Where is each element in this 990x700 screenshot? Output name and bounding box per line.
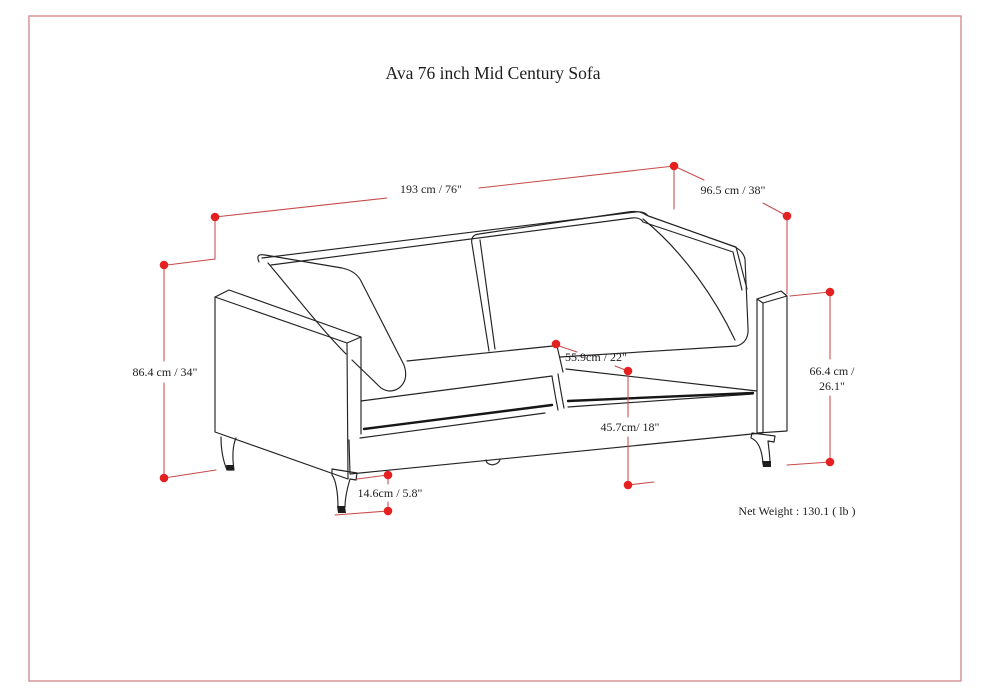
dimension-dot — [160, 474, 169, 483]
overall-depth-label: 96.5 cm / 38" — [700, 183, 766, 197]
dimension-lines — [164, 166, 830, 515]
back-left-leg-foot — [226, 465, 234, 470]
front-right-leg-foot — [762, 461, 771, 467]
front-right-leg — [751, 433, 775, 463]
dimension-dot — [670, 162, 679, 171]
front-left-leg-foot — [337, 506, 346, 513]
dimension-dot — [160, 261, 169, 270]
arm-height-label-line2: 26.1" — [819, 379, 845, 393]
dimension-dot — [783, 212, 792, 221]
leg-height-label: 14.6cm / 5.8" — [357, 486, 423, 500]
height-bottom-connector — [164, 470, 216, 478]
page-title: Ava 76 inch Mid Century Sofa — [385, 63, 601, 83]
seat-height-label: 45.7cm/ 18" — [600, 420, 660, 434]
left-arm — [215, 290, 361, 479]
overall-height-label: 86.4 cm / 34" — [132, 365, 198, 379]
width-left-connector — [167, 218, 215, 265]
seat-cushions — [360, 346, 757, 438]
dimension-dot — [826, 288, 835, 297]
right-arm — [757, 291, 787, 433]
arm-height-label-line1: 66.4 cm / — [809, 364, 855, 378]
dimension-dot — [826, 458, 835, 467]
left-back-cushion — [258, 255, 406, 391]
dimension-dots — [160, 162, 835, 516]
sofa-back-rail — [262, 212, 747, 290]
base-platform — [349, 433, 762, 474]
sofa-line-art — [215, 211, 787, 513]
dimension-dot — [552, 340, 561, 349]
net-weight-label: Net Weight : 130.1 ( lb ) — [738, 504, 856, 518]
dimension-dot — [624, 481, 633, 490]
seat-depth-label: 55.9cm / 22" — [565, 350, 627, 364]
dimension-dot — [384, 471, 393, 480]
dimension-dot — [211, 213, 220, 222]
dimension-dot — [384, 507, 393, 516]
overall-width-label: 193 cm / 76" — [400, 182, 462, 196]
dimension-dot — [624, 367, 633, 376]
